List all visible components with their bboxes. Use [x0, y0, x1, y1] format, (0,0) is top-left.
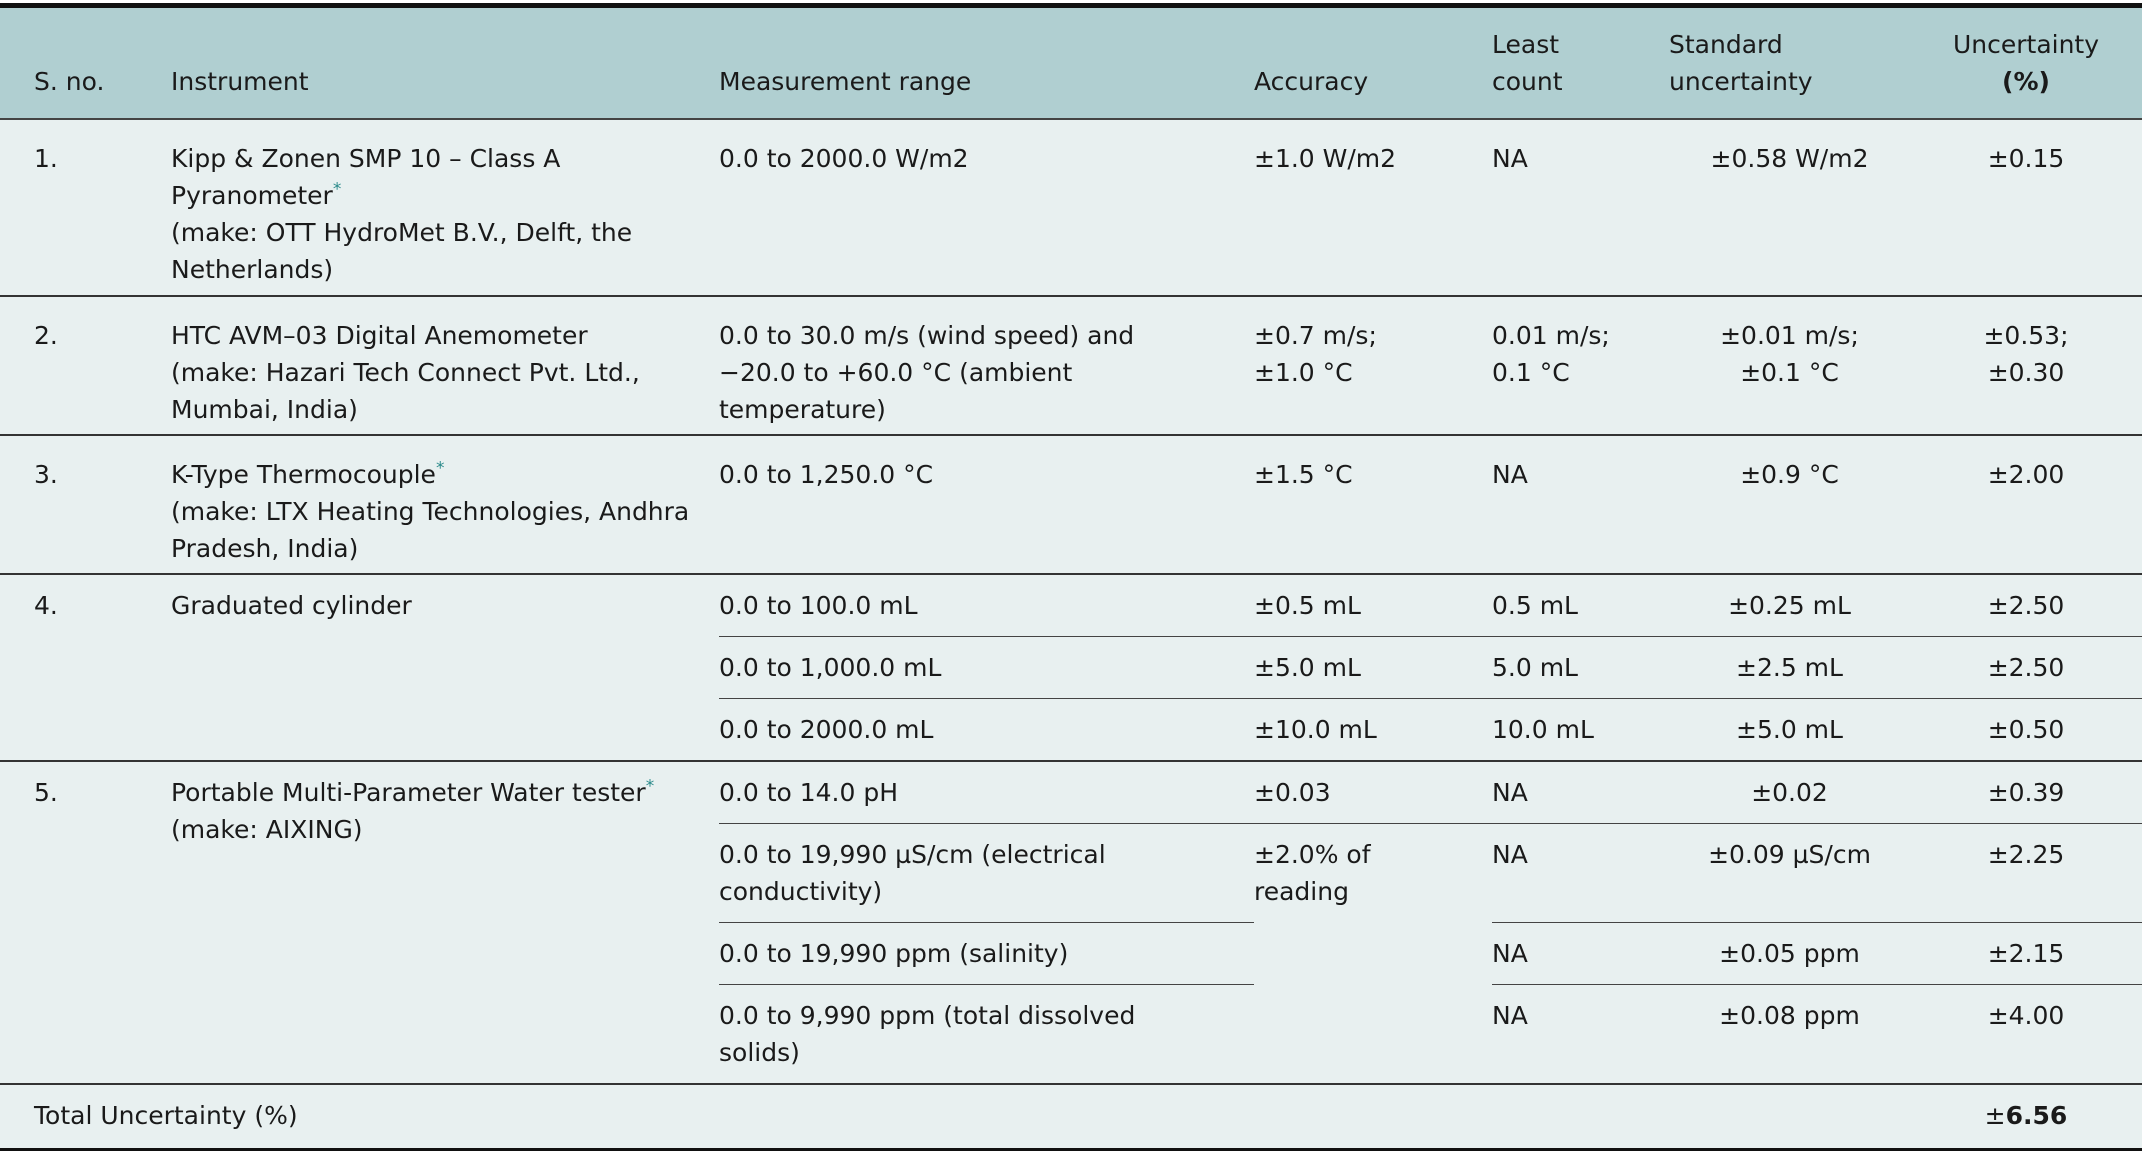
- total-value: 6.56: [2005, 1101, 2068, 1130]
- least-count-cell: NA: [1492, 923, 1669, 985]
- sno-cell: 4.: [0, 574, 171, 761]
- accuracy-line: ±0.7 m/s;: [1254, 321, 1377, 350]
- header-instrument: Instrument: [171, 8, 719, 119]
- instrument-name: Graduated cylinder: [171, 574, 719, 761]
- instrument-name: HTC AVM–03 Digital Anemometer: [171, 321, 588, 350]
- range-cell: 0.0 to 1,000.0 mL: [719, 637, 1254, 699]
- accuracy-cell: [1254, 296, 1492, 435]
- std-uncertainty-cell: ±2.5 mL: [1669, 637, 1910, 699]
- table-row: [0, 435, 2142, 574]
- least-count-line: 0.01 m/s;: [1492, 321, 1610, 350]
- instrument-make: (make: AIXING): [171, 815, 363, 844]
- std-uncertainty-cell: [1669, 296, 1910, 435]
- range-cell: 0.0 to 30.0 m/s (wind speed) and −20.0 to +60.0 °C (ambient temperature): [719, 296, 1254, 435]
- header-least-count-line2: count: [1492, 67, 1563, 96]
- footnote-asterisk: *: [435, 458, 445, 479]
- instrument-name: Portable Multi-Parameter Water tester: [171, 778, 646, 807]
- total-label: Total Uncertainty (%): [0, 1084, 1910, 1150]
- uncertainty-cell: ±2.25: [1910, 824, 2142, 923]
- range-cell: 0.0 to 19,990 µS/cm (electrical conductivity): [719, 824, 1254, 923]
- header-std-uncertainty: [1669, 8, 1910, 119]
- range-cell: 0.0 to 19,990 ppm (salinity): [719, 923, 1254, 985]
- least-count-cell: [1492, 296, 1669, 435]
- accuracy-cell: ±0.03: [1254, 761, 1492, 824]
- uncertainty-cell: ±0.15: [1910, 119, 2142, 296]
- table-row: [0, 119, 2142, 296]
- uncertainty-cell: ±2.15: [1910, 923, 2142, 985]
- uncertainty-cell: ±2.00: [1910, 435, 2142, 574]
- uncertainty-cell: ±2.50: [1910, 637, 2142, 699]
- least-count-cell: NA: [1492, 761, 1669, 824]
- unc-line: ±0.30: [1987, 358, 2065, 387]
- std-uncertainty-cell: ±0.02: [1669, 761, 1910, 824]
- range-cell: 0.0 to 2000.0 W/m2: [719, 119, 1254, 296]
- std-uncertainty-cell: ±0.08 ppm: [1719, 1001, 1860, 1030]
- instrument-make: (make: LTX Heating Technologies, Andhra Pradesh, India): [171, 497, 690, 563]
- instrument-cell: [171, 435, 719, 574]
- least-count-cell: 5.0 mL: [1492, 637, 1669, 699]
- header-uncertainty-unit: (%): [2002, 67, 2050, 96]
- accuracy-line: ±1.0 °C: [1254, 358, 1353, 387]
- table-row: [0, 761, 2142, 824]
- footnote-asterisk: *: [332, 179, 342, 200]
- instrument-make: (make: Hazari Tech Connect Pvt. Ltd., Mumbai, India): [171, 358, 640, 424]
- uncertainty-cell: ±2.50: [1910, 574, 2142, 637]
- total-prefix: ±: [1984, 1101, 2006, 1130]
- least-count-line: 0.1 °C: [1492, 358, 1570, 387]
- range-cell: 0.0 to 14.0 pH: [719, 761, 1254, 824]
- footnote-asterisk: *: [645, 776, 655, 797]
- accuracy-cell: ±5.0 mL: [1254, 637, 1492, 699]
- std-uncertainty-cell: ±0.9 °C: [1669, 435, 1910, 574]
- std-uncertainty-cell: ±0.58 W/m2: [1669, 119, 1910, 296]
- instrument-cell: [171, 296, 719, 435]
- uncertainty-cell: ±0.39: [1910, 761, 2142, 824]
- header-uncertainty: [1910, 8, 2142, 119]
- sno-cell: 5.: [34, 778, 58, 807]
- header-sno: S. no.: [0, 8, 171, 119]
- least-count-cell: NA: [1492, 1001, 1528, 1030]
- instrument-uncertainty-table: [0, 8, 2142, 1151]
- instrument-name: K-Type Thermocouple: [171, 460, 436, 489]
- table-row: [0, 296, 2142, 435]
- std-uncertainty-cell: ±0.05 ppm: [1669, 923, 1910, 985]
- header-accuracy: Accuracy: [1254, 8, 1492, 119]
- header-least-count: [1492, 8, 1669, 119]
- accuracy-cell: ±10.0 mL: [1254, 699, 1492, 762]
- least-count-cell: NA: [1492, 824, 1669, 923]
- least-count-cell: NA: [1492, 119, 1669, 296]
- least-count-cell: 0.5 mL: [1492, 574, 1669, 637]
- total-row: [0, 1084, 2142, 1150]
- least-count-cell: NA: [1492, 435, 1669, 574]
- uncertainty-table-container: [0, 3, 2142, 1151]
- range-cell: 0.0 to 2000.0 mL: [719, 699, 1254, 762]
- accuracy-cell: ±1.0 W/m2: [1254, 119, 1492, 296]
- header-least-count-line1: Least: [1492, 30, 1560, 59]
- std-uncertainty-cell: ±0.09 µS/cm: [1669, 824, 1910, 923]
- table-row: [0, 574, 2142, 637]
- header-uncertainty-label: Uncertainty: [1952, 30, 2100, 59]
- accuracy-cell: ±1.5 °C: [1254, 435, 1492, 574]
- sno-cell: 1.: [0, 119, 171, 296]
- range-cell: 0.0 to 100.0 mL: [719, 574, 1254, 637]
- header-std-line1: Standard: [1669, 30, 1783, 59]
- std-uncertainty-cell: ±5.0 mL: [1669, 699, 1910, 762]
- instrument-make: (make: OTT HydroMet B.V., Delft, the Netherlands): [171, 218, 633, 284]
- total-value-cell: [1910, 1084, 2142, 1150]
- range-cell: 0.0 to 1,250.0 °C: [719, 435, 1254, 574]
- uncertainty-cell: ±0.50: [1910, 699, 2142, 762]
- uncertainty-cell: ±4.00: [1987, 1001, 2065, 1030]
- std-line: ±0.1 °C: [1740, 358, 1839, 387]
- sno-cell: 3.: [0, 435, 171, 574]
- header-row: [0, 8, 2142, 119]
- instrument-cell: [171, 761, 719, 1084]
- std-uncertainty-cell: ±0.25 mL: [1669, 574, 1910, 637]
- std-line: ±0.01 m/s;: [1720, 321, 1859, 350]
- range-cell: 0.0 to 9,990 ppm (total dissolved solids): [719, 1001, 1136, 1067]
- accuracy-cell: ±0.5 mL: [1254, 574, 1492, 637]
- instrument-name: Kipp & Zonen SMP 10 – Class A Pyranometer: [171, 144, 561, 210]
- sno-cell: 2.: [0, 296, 171, 435]
- accuracy-cell: ±2.0% of reading: [1254, 840, 1371, 906]
- header-std-line2: uncertainty: [1669, 67, 1813, 96]
- header-range: Measurement range: [719, 8, 1254, 119]
- uncertainty-cell: [1910, 296, 2142, 435]
- instrument-cell: [171, 119, 719, 296]
- least-count-cell: 10.0 mL: [1492, 699, 1669, 762]
- unc-line: ±0.53;: [1983, 321, 2069, 350]
